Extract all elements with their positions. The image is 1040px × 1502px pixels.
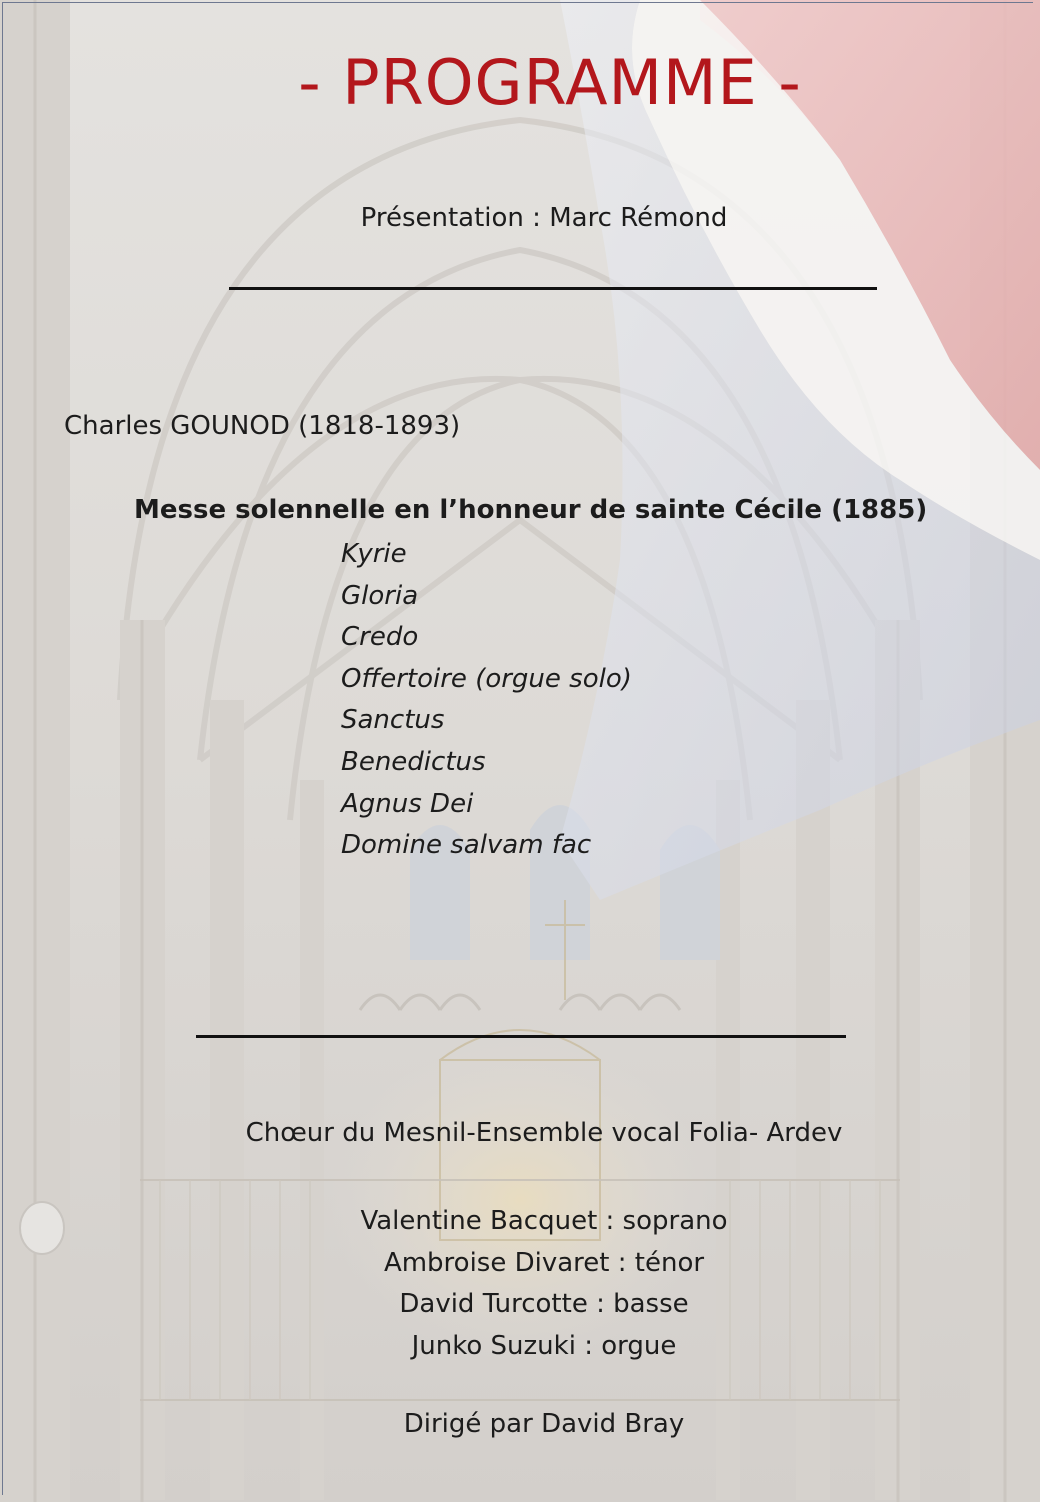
soloist-item: Junko Suzuki : orgue	[411, 1330, 677, 1361]
movement-item: Benedictus	[341, 746, 486, 777]
composer-name: Charles GOUNOD (1818-1893)	[64, 411, 461, 441]
soloist-item: David Turcotte : basse	[399, 1289, 689, 1319]
soloist-list	[0, 1201, 1040, 1367]
movement-list	[341, 534, 632, 867]
movement-item: Credo	[341, 622, 419, 653]
movement-item: Offertoire (orgue solo)	[341, 663, 632, 694]
movement-item: Agnus Dei	[341, 788, 474, 819]
work-title: Messe solennelle en l’honneur de sainte Cécile (1885)	[134, 495, 928, 525]
movement-item: Gloria	[341, 580, 419, 611]
soloist-item: Ambroise Divaret : ténor	[383, 1247, 705, 1278]
divider-top	[229, 287, 877, 290]
movement-item: Kyrie	[341, 539, 407, 569]
conductor-credit: Dirigé par David Bray	[403, 1409, 685, 1439]
divider-bottom	[196, 1035, 846, 1038]
programme-title: - PROGRAMME -	[298, 46, 802, 119]
movement-item: Sanctus	[341, 705, 445, 736]
presentation-credit: Présentation : Marc Rémond	[360, 203, 728, 233]
ensemble-name: Chœur du Mesnil-Ensemble vocal Folia- Ardev	[245, 1118, 843, 1148]
soloist-item: Valentine Bacquet : soprano	[360, 1206, 728, 1236]
movement-item: Domine salvam fac	[341, 830, 592, 861]
